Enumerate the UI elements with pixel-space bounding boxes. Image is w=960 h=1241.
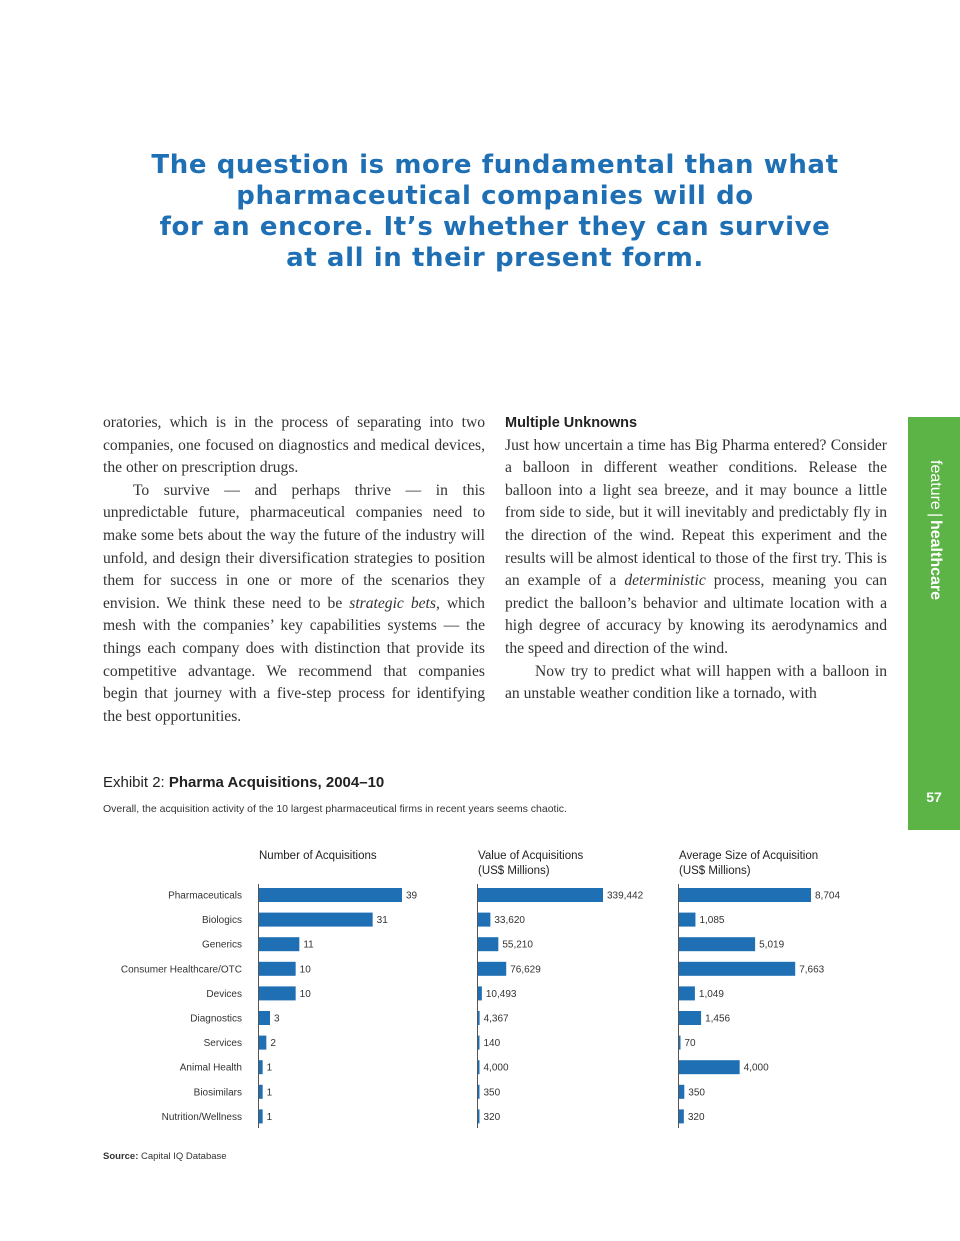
bar <box>679 913 695 927</box>
data-label: 339,442 <box>607 890 644 902</box>
data-label: 1,456 <box>705 1013 731 1025</box>
bar <box>679 1085 684 1099</box>
left-paragraph-2-text-b: which mesh with the companies’ key capabilities systems — the things each company does with distinction that provide its competitive advantage. We recommend that companies begin that journey with a five-step process for identifying the best opportunities. <box>103 594 485 725</box>
data-label: 320 <box>687 1111 705 1123</box>
section-separator: | <box>927 512 944 517</box>
exhibit-subtitle: Overall, the acquisition activity of the 10 largest pharmaceutical firms in recent years seems chaotic. <box>103 803 567 815</box>
data-label: 70 <box>684 1038 696 1050</box>
bar <box>478 888 603 902</box>
series-title: (US$ Millions) <box>478 865 550 877</box>
bar <box>679 888 811 902</box>
bar <box>259 962 296 976</box>
section-heading: Multiple Unknowns <box>505 415 638 431</box>
pull-quote-line: at all in their present form. <box>286 243 704 273</box>
category-label: Services <box>203 1038 242 1050</box>
series-title: Average Size of Acquisition <box>679 850 819 862</box>
bar <box>478 1011 480 1025</box>
data-label: 1,085 <box>699 915 725 927</box>
source-text: Capital IQ Database <box>138 1151 227 1162</box>
bar <box>679 1011 701 1025</box>
data-label: 350 <box>483 1087 501 1099</box>
left-column <box>103 412 485 728</box>
bar <box>259 986 296 1000</box>
bar <box>478 962 506 976</box>
bar <box>679 937 755 951</box>
source-note <box>103 1151 227 1162</box>
section-topic: healthcare <box>927 519 944 601</box>
data-label: 10 <box>299 964 311 976</box>
data-label: 3 <box>274 1013 280 1025</box>
data-label: 4,000 <box>743 1062 769 1074</box>
series-title: Number of Acquisitions <box>259 850 377 862</box>
data-label: 5,019 <box>759 939 785 951</box>
data-label: 350 <box>688 1087 705 1099</box>
data-label: 2 <box>270 1038 276 1050</box>
right-paragraph-1 <box>505 435 887 661</box>
data-label: 7,663 <box>799 964 825 976</box>
bar <box>259 913 373 927</box>
bar <box>679 986 695 1000</box>
data-label: 4,000 <box>483 1062 509 1074</box>
bar <box>259 1060 263 1074</box>
bar <box>478 937 498 951</box>
bar <box>259 1011 270 1025</box>
category-label: Diagnostics <box>190 1013 242 1025</box>
right-paragraph-1-emphasis: deterministic <box>624 572 706 590</box>
exhibit-title-text: Pharma Acquisitions, 2004–10 <box>168 774 385 791</box>
exhibit-title <box>103 774 384 791</box>
left-paragraph-2-emphasis: strategic bets, <box>349 594 440 612</box>
section-name: feature <box>927 460 944 510</box>
data-label: 10,493 <box>485 988 517 1000</box>
pull-quote-line: for an encore. It’s whether they can survive <box>159 212 831 242</box>
right-paragraph-1-text-a: Just how uncertain a time has Big Pharma entered? Consider a balloon in different weather conditions. Release the balloon into a light sea breeze, and it may bounce a little from side to side, but it will inevitably and predictably fly in the direction of the wind. Repeat this experiment and the results will be almost identical to those of the first try. This is an example of a <box>505 436 887 590</box>
category-label: Devices <box>206 988 242 1000</box>
section-tab-label <box>926 460 944 600</box>
data-label: 140 <box>483 1038 501 1050</box>
left-paragraph-2-text-a: To survive — and perhaps thrive — in this unpredictable future, pharmaceutical companies need to make some bets about the way the future of the industry will unfold, and design their diversification strategies to position them for success in one or more of the scenarios they envision. We think these need to be <box>103 481 485 612</box>
category-label: Consumer Healthcare/OTC <box>120 964 242 976</box>
bar <box>478 1060 480 1074</box>
data-label: 39 <box>406 890 418 902</box>
acquisitions-bar-chart <box>0 840 960 1140</box>
bar <box>259 1036 266 1050</box>
data-label: 10 <box>299 988 311 1000</box>
bar <box>259 1109 263 1123</box>
right-column <box>505 412 887 706</box>
category-label: Biosimilars <box>193 1087 242 1099</box>
bar <box>478 986 482 1000</box>
bar <box>679 1109 684 1123</box>
data-label: 31 <box>376 915 388 927</box>
data-label: 33,620 <box>494 915 525 927</box>
category-label: Animal Health <box>179 1062 242 1074</box>
category-label: Nutrition/Wellness <box>161 1111 242 1123</box>
bar <box>478 913 490 927</box>
data-label: 320 <box>483 1111 501 1123</box>
page-number: 57 <box>926 789 942 805</box>
bar <box>259 937 299 951</box>
data-label: 8,704 <box>815 890 841 902</box>
data-label: 1 <box>266 1111 273 1123</box>
data-label: 4,367 <box>483 1013 509 1025</box>
data-label: 11 <box>303 939 314 951</box>
right-paragraph-1-text-b: process, meaning you can predict the balloon’s behavior and ultimate location with a high degree of accuracy by knowing its aerodynamics and the speed and direction of the wind. <box>505 572 888 657</box>
bar <box>259 888 402 902</box>
pull-quote-line: pharmaceutical companies will do <box>236 181 754 211</box>
bar <box>679 962 795 976</box>
bar <box>259 1085 263 1099</box>
data-label: 1 <box>266 1062 273 1074</box>
left-paragraph-2 <box>103 480 485 729</box>
category-label: Biologics <box>201 915 242 927</box>
bar <box>679 1060 740 1074</box>
bar <box>478 1109 480 1123</box>
left-paragraph-1: oratories, which is in the process of separating into two companies, one focused on diagnostics and medical devices, the other on prescription drugs. <box>103 414 485 477</box>
data-label: 1,049 <box>698 988 724 1000</box>
category-label: Pharmaceuticals <box>168 890 242 902</box>
bar <box>679 1036 681 1050</box>
series-title: (US$ Millions) <box>679 865 751 877</box>
data-label: 1 <box>266 1087 273 1099</box>
source-label: Source: <box>103 1151 139 1162</box>
bar <box>478 1085 480 1099</box>
pull-quote <box>100 150 890 274</box>
series-title: Value of Acquisitions <box>478 850 584 862</box>
bar <box>478 1036 480 1050</box>
right-paragraph-2: Now try to predict what will happen with a balloon in an unstable weather condition like a tornado, with <box>505 662 887 703</box>
data-label: 55,210 <box>502 939 533 951</box>
data-label: 76,629 <box>510 964 541 976</box>
pull-quote-line: The question is more fundamental than what <box>151 150 839 180</box>
category-label: Generics <box>201 939 242 951</box>
exhibit-label: Exhibit 2: <box>103 774 169 791</box>
